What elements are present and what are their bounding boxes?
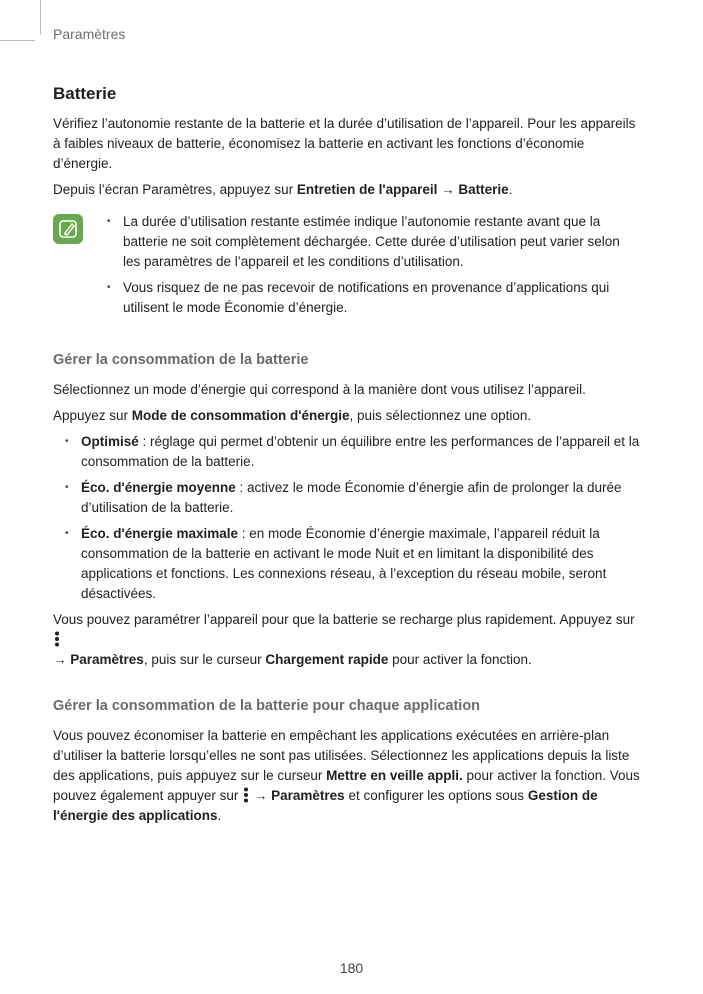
- running-header: Paramètres: [53, 26, 126, 42]
- per-app-paragraph: Vous pouvez économiser la batterie en empêchant les applications exécutées en arrière-plan d’utiliser la batterie lorsqu’elles ne sont pas utilisées. Sélectionnez les applications depuis la liste des applications, puis appuyez sur le curseur Mettre en veille appli. pour activer la fonction. Vous pouvez également appuyer sur → Paramètres et configurer les options sous Gestion de l'énergie des applications.: [53, 728, 640, 823]
- page-content: [53, 84, 645, 826]
- navigation-instruction: Depuis l’écran Paramètres, appuyez sur Entretien de l'appareil → Batterie.: [53, 182, 513, 197]
- note-block: [53, 212, 645, 324]
- power-mode-item: • Optimisé : réglage qui permet d’obtenir un équilibre entre les performances de l’appareil et la consommation de la batterie.: [61, 432, 645, 472]
- subheading-manage: Gérer la consommation de la batterie: [53, 352, 309, 368]
- manage-paragraph: Sélectionnez un mode d’énergie qui correspond à la manière dont vous utilisez l’appareil.: [53, 382, 586, 397]
- subheading-per-app: Gérer la consommation de la batterie pour chaque application: [53, 698, 481, 714]
- page-number: 180: [339, 960, 364, 976]
- power-mode-item: • Éco. d'énergie moyenne : activez le mode Économie d’énergie afin de prolonger la durée d’utilisation de la batterie.: [61, 478, 645, 518]
- intro-paragraph: Vérifiez l’autonomie restante de la batterie et la durée d’utilisation de l’appareil. Pour les appareils à faibles niveaux de batterie, économisez la batterie en activant les fonctions d’économie d’énergie.: [53, 116, 636, 171]
- fast-charge-paragraph: Vous pouvez paramétrer l’appareil pour que la batterie se recharge plus rapidement. Appuyez sur → Paramètres, puis sur le curseur Chargement rapide pour activer la fonction.: [53, 612, 635, 667]
- note-item: • La durée d’utilisation restante estimée indique l’autonomie restante avant que la batterie ne soit complètement déchargée. Cette durée d’utilisation peut varier selon les paramètres de l’appareil et les conditions d’utilisation.: [103, 212, 625, 272]
- note-pencil-icon: [53, 214, 83, 244]
- note-list: [103, 212, 625, 324]
- power-mode-item: • Éco. d'énergie maximale : en mode Économie d’énergie maximale, l’appareil réduit la consommation de la batterie en activant le mode Nuit et en limitant la disponibilité des applications et fonctions. Les connexions réseau, à l’exception du réseau mobile, seront désactivées.: [61, 524, 645, 604]
- power-mode-list: [53, 432, 645, 604]
- more-options-icon: [53, 631, 61, 647]
- crop-mark-vertical: [40, 0, 41, 35]
- manage-instruction: Appuyez sur Mode de consommation d'énergie, puis sélectionnez une option.: [53, 408, 532, 423]
- more-options-icon: [242, 787, 250, 803]
- note-item: • Vous risquez de ne pas recevoir de notifications en provenance d’applications qui utilisent le mode Économie d’énergie.: [103, 278, 625, 318]
- section-title: Batterie: [53, 84, 117, 103]
- crop-mark-horizontal: [0, 40, 35, 41]
